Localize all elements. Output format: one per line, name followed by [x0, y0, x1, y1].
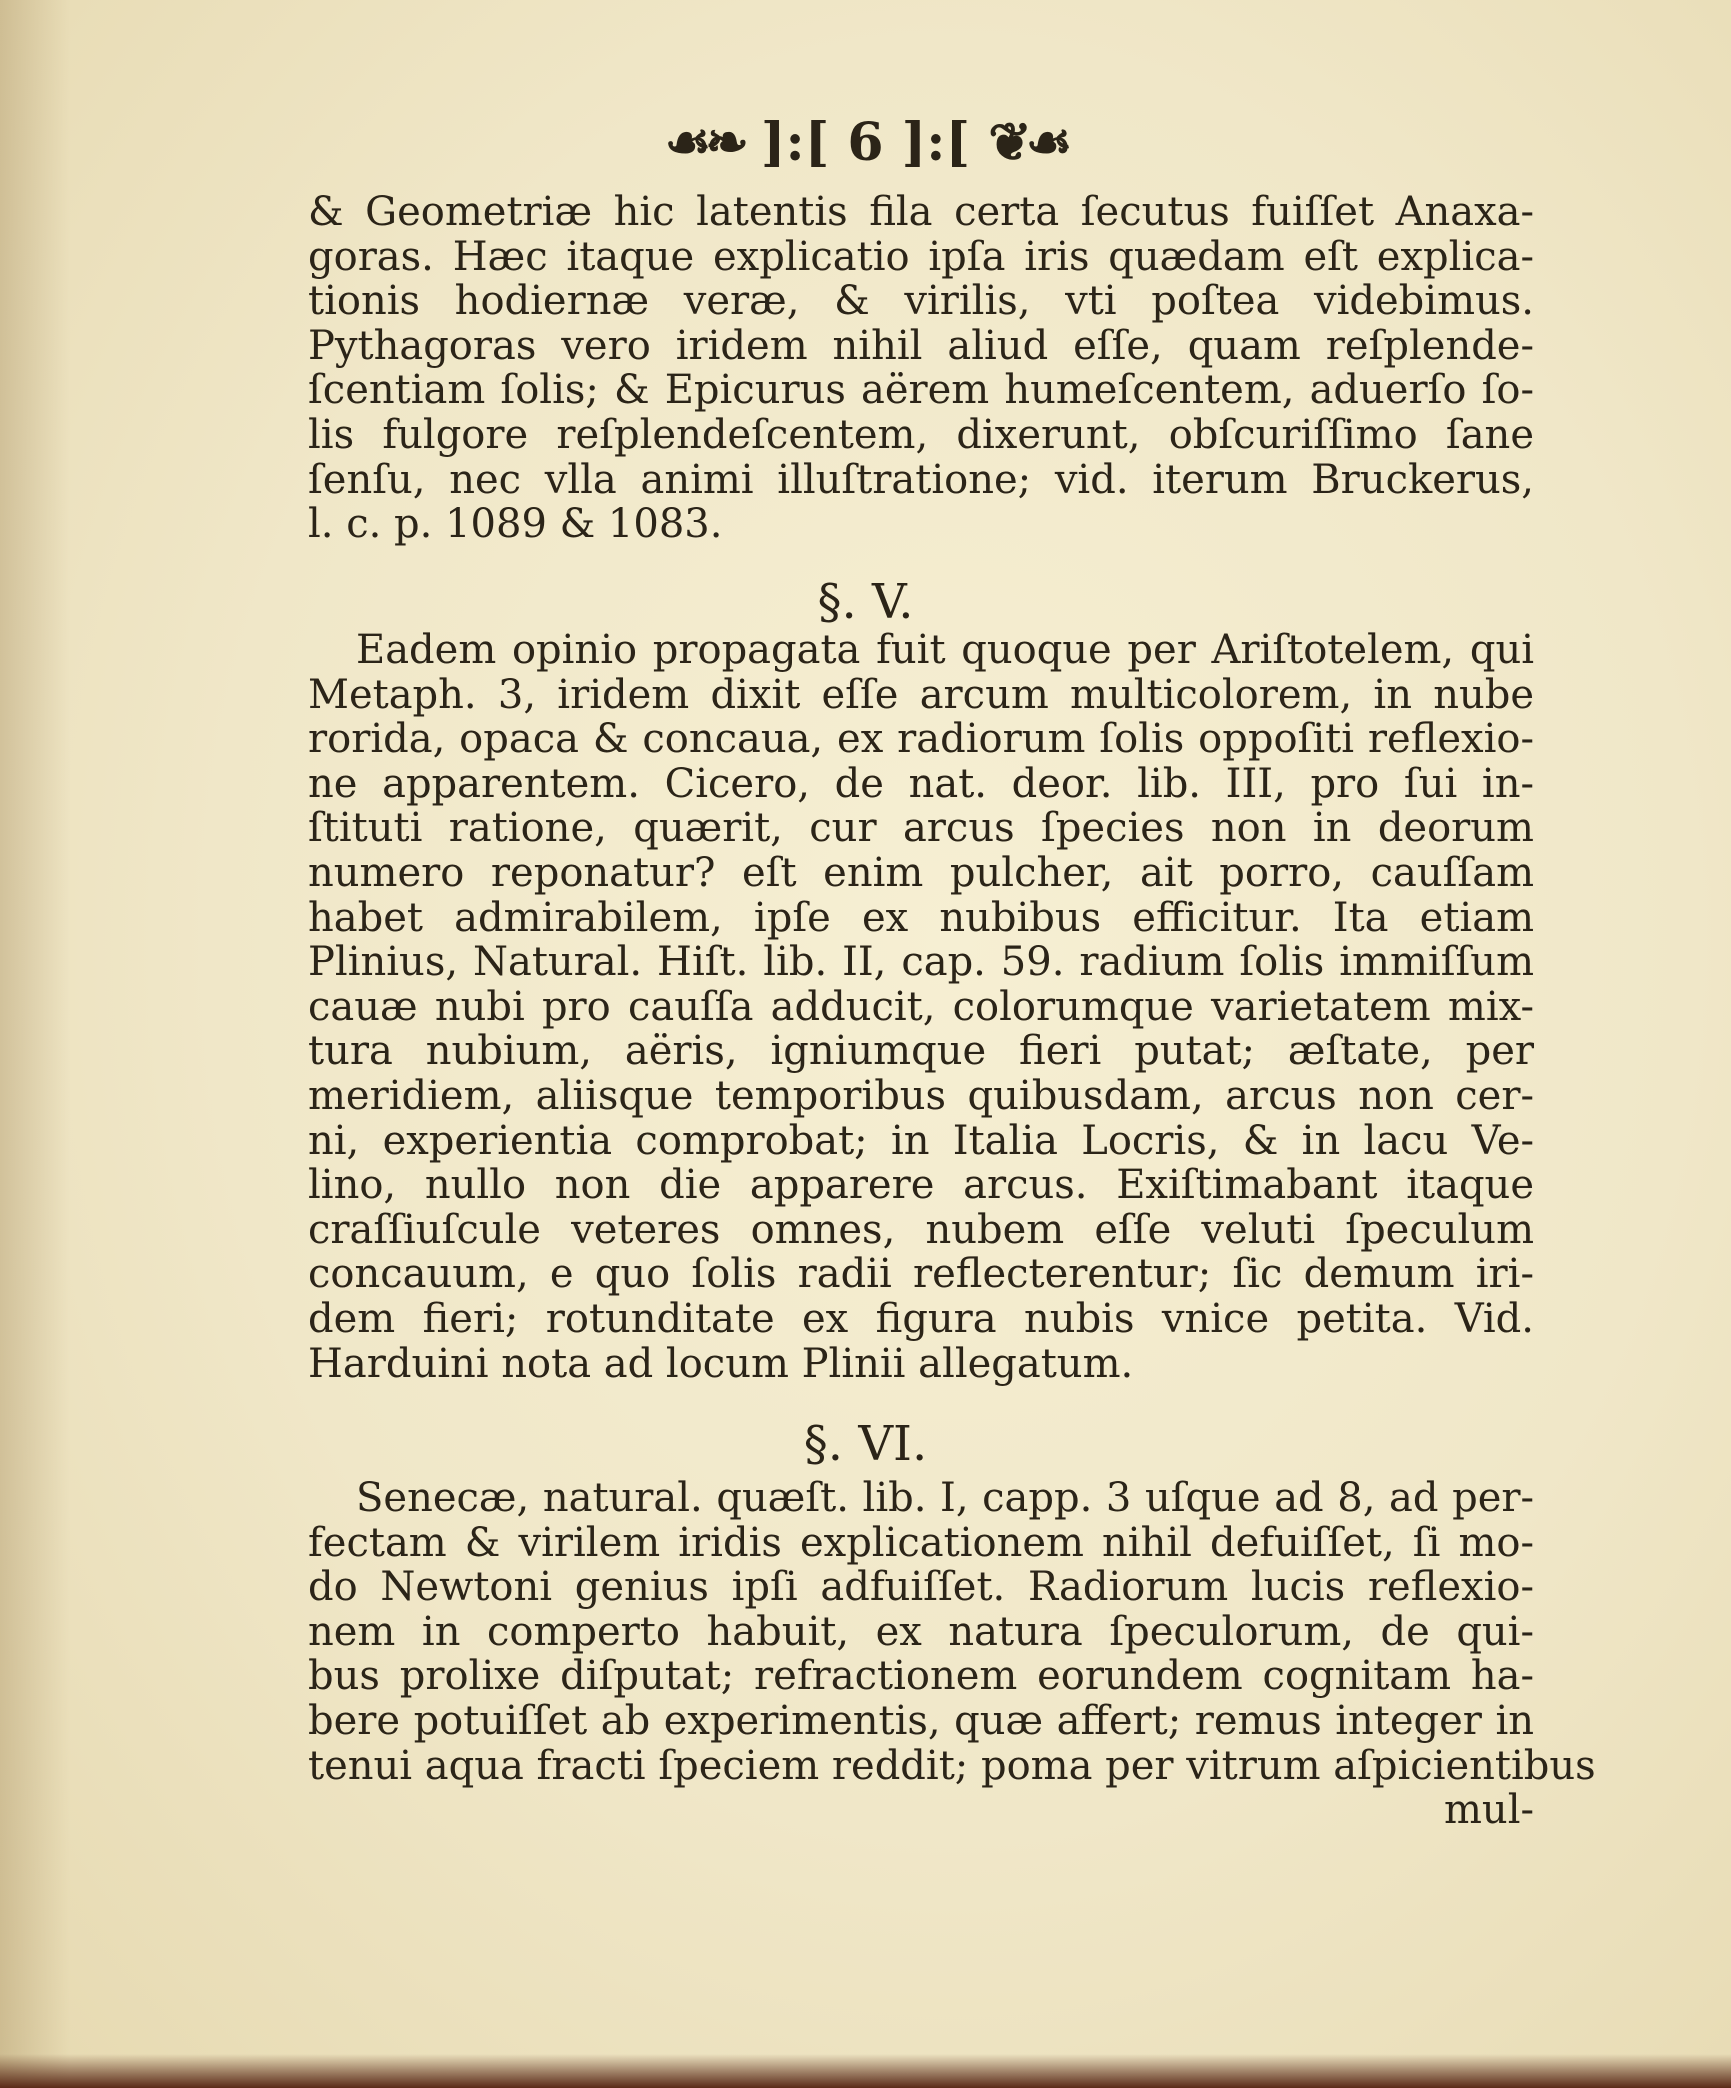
text-line: Pythagoras vero iridem nihil aliud eſſe, quam reſplende- — [308, 322, 1534, 369]
text-line: nem in comperto habuit, ex natura ſpeculorum, de qui- — [308, 1608, 1534, 1655]
text-line: tionis hodiernæ veræ, & virilis, vti poſtea videbimus. — [308, 278, 1534, 325]
text-line: do Newtoni genius ipſi adfuiſſet. Radiorum lucis reflexio- — [308, 1564, 1534, 1611]
text-line: & Geometriæ hic latentis fila certa ſecutus fuiſſet Anaxa- — [308, 189, 1534, 235]
text-line: ſcentiam ſolis; & Epicurus aërem humeſcentem, aduerſo ſo- — [308, 367, 1534, 414]
text-line: Eadem opinio propagata fuit quoque per Ariſtotelem, qui — [356, 627, 1534, 673]
ornament-left-icon: ☙❧ — [664, 112, 743, 173]
text-line: bus prolixe diſputat; refractionem eorundem cognitam ha- — [308, 1653, 1534, 1700]
text-line: l. c. p. 1089 & 1083. — [308, 501, 723, 548]
section-heading-v: §. V. — [817, 574, 914, 630]
text-line: habet admirabilem, ipſe ex nubibus efficitur. Ita etiam — [308, 894, 1534, 941]
text-line: lis fulgore reſplendeſcentem, dixerunt, obſcuriſſimo ſane — [308, 411, 1534, 458]
text-line: ſenſu, nec vlla animi illuſtratione; vid. iterum Bruckerus, — [308, 456, 1534, 503]
text-line: tura nubium, aëris, igniumque fieri putat; æſtate, per — [308, 1028, 1534, 1075]
text-line: Metaph. 3, iridem dixit eſſe arcum multicolorem, in nube — [308, 671, 1534, 718]
text-line: Plinius, Natural. Hiſt. lib. II, cap. 59. radium ſolis immiſſum — [308, 939, 1534, 986]
text-line: ſtituti ratione, quærit, cur arcus ſpecies non in deorum — [308, 805, 1534, 852]
text-line: concauum, e quo ſolis radii reflecterentur; ſic demum iri- — [308, 1251, 1534, 1298]
text-line: fectam & virilem iridis explicationem nihil defuiſſet, ſi mo- — [308, 1519, 1534, 1566]
section-heading-vi: §. VI. — [803, 1416, 928, 1472]
text-line: dem fieri; rotunditate ex figura nubis vnice petita. Vid. — [308, 1295, 1534, 1342]
text-line: Senecæ, natural. quæſt. lib. I, capp. 3 uſque ad 8, ad per- — [356, 1475, 1534, 1521]
text-line: craſſiuſcule veteres omnes, nubem eſſe veluti ſpeculum — [308, 1206, 1534, 1253]
page-gutter-shadow — [0, 0, 70, 2088]
text-line: meridiem, aliisque temporibus quibusdam, arcus non cer- — [308, 1072, 1534, 1119]
text-line: ni, experientia comprobat; in Italia Locris, & in lacu Ve- — [308, 1117, 1534, 1164]
text-line: rorida, opaca & concaua, ex radiorum ſolis oppoſiti reflexio- — [308, 716, 1534, 763]
text-line: tenui aqua fracti ſpeciem reddit; poma per vitrum aſpicientibus — [308, 1742, 1596, 1789]
page-bottom-edge — [0, 2054, 1731, 2088]
section-vi-paragraph — [308, 1475, 1596, 1834]
section-v-paragraph — [308, 628, 1534, 1386]
paragraph-continuation — [308, 190, 1534, 547]
text-line: Harduini nota ad locum Plinii allegatum. — [308, 1340, 1134, 1387]
ornament-right-icon: ❦☙ — [988, 112, 1067, 173]
text-line: numero reponatur? eſt enim pulcher, ait porro, cauſſam — [308, 849, 1534, 896]
text-line: bere potuiſſet ab experimentis, quæ affert; remus integer in — [308, 1697, 1534, 1744]
page-header — [0, 108, 1731, 178]
text-line: ne apparentem. Cicero, de nat. deor. lib. III, pro ſui in- — [308, 760, 1534, 807]
page-number: ]:[ 6 ]:[ — [760, 112, 971, 173]
text-line: goras. Hæc itaque explicatio ipſa iris quædam eſt explica- — [308, 233, 1534, 280]
text-line: lino, nullo non die apparere arcus. Exiſtimabant itaque — [308, 1162, 1534, 1209]
text-line: cauæ nubi pro cauſſa adducit, colorumque varietatem mix- — [308, 983, 1534, 1030]
catchword: mul- — [1444, 1787, 1534, 1834]
